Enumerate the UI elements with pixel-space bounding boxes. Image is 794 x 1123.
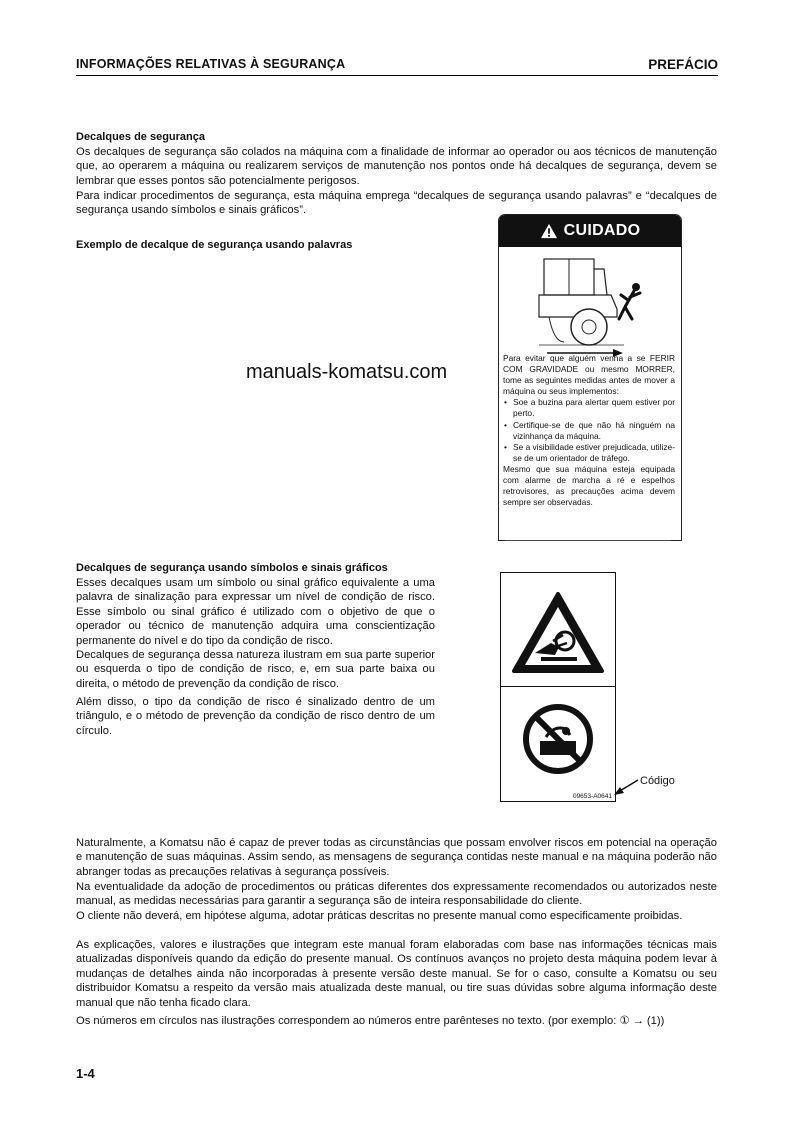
caution-label [498, 214, 682, 541]
chapter-title: PREFÁCIO [648, 57, 718, 72]
symbols-paragraph-2: Decalques de segurança dessa natureza ilustram em sua parte superior ou esquerda o tipo de condição de risco, e, em sua parte baixa ou direita, o método de prevenção da condição de risco. [76, 649, 435, 690]
hazard-triangle-icon [511, 591, 605, 675]
caution-label-header [499, 215, 681, 247]
closing-paragraph-4: As explicações, valores e ilustrações que integram este manual foram elaboradas com base nas informações técnicas mais atualizadas disponíveis quando da edição do presente manual. Os contínuos avanços no projeto desta máquina podem levar à mudanças de detalhes ainda não incorporadas à presente versão deste manual. Se for o caso, consulte a Komatsu ou seu distribuidor Komatsu a respeito da versão mais atualizada deste manual, ou tire suas dúvidas sobre alguma informação deste manual que não tenha ficado clara. [76, 939, 717, 1009]
words-example-heading: Exemplo de decalque de segurança usando palavras [76, 239, 353, 251]
intro-paragraph-2: Para indicar procedimentos de segurança, esta máquina emprega “decalques de segurança usando palavras” e “decalques de segurança usando símbolos e sinais gráficos”. [76, 190, 717, 217]
caution-bullet: • Certifique-se de que não há ninguém na vizinhança da máquina. [513, 420, 675, 442]
machine-reversing-illustration [499, 247, 681, 361]
symbols-heading: Decalques de segurança usando símbolos e sinais gráficos [76, 562, 388, 574]
symbols-paragraph-1: Esses decalques usam um símbolo ou sinal gráfico equivalente a uma palavra de sinalização para expressar um nível de condição de risco. Esse símbolo ou sinal gráfico é utilizado com o objetivo de que o operador ou técnico de manutenção adquira uma conscientização permanente do nível e do tipo da condição de risco. [76, 577, 435, 647]
caution-outro: Mesmo que sua máquina esteja equipada com alarme de marcha a ré e espelhos retrovisores, as precauções acima devem sempre ser observadas. [503, 463, 675, 508]
caution-bullet-list [503, 397, 675, 464]
decal-code: 09653-A0641 [572, 793, 612, 800]
caution-bullet: • Se a visibilidade estiver prejudicada, utilize-se de um orientador de tráfego. [513, 442, 675, 464]
closing-paragraph-3: O cliente não deverá, em hipótese alguma, adotar práticas descritas no presente manual como especificamente proibidas. [76, 910, 683, 922]
caution-bullet: • Soe a buzina para alertar quem estiver por perto. [513, 397, 675, 419]
symbols-paragraph-3: Além disso, o tipo da condição de risco é sinalizado dentro de um triângulo, e o método de prevenção da condição de risco dentro de um círculo. [76, 696, 435, 737]
code-callout: Código [640, 775, 675, 787]
closing-paragraph-5: Os números em círculos nas ilustrações correspondem ao números entre parênteses no texto. (por exemplo: ① → (1)) [76, 1015, 665, 1027]
warning-triangle-icon [540, 223, 558, 239]
intro-paragraph-1: Os decalques de segurança são colados na máquina com a finalidade de informar ao operador ou aos técnicos de manutenção que, ao operarem a máquina ou realizarem serviços de manutenção nos pontos onde há decalques de segurança, devem se lembrar que esses pontos são potencialmente perigosos. [76, 146, 717, 187]
header-divider [76, 75, 718, 76]
section-title: INFORMAÇÕES RELATIVAS À SEGURANÇA [76, 57, 346, 71]
caution-title: CUIDADO [563, 222, 641, 239]
callout-arrow-icon [612, 776, 642, 798]
symbol-decal [500, 572, 616, 802]
safety-decals-heading: Decalques de segurança [76, 131, 206, 143]
closing-paragraph-2: Na eventualidade da adoção de procedimentos ou práticas diferentes dos expressamente recomendados ou autorizados neste manual, as medidas necessárias para garantir a segurança são de inteira responsabilidade do cliente. [76, 881, 717, 908]
caution-intro: Para evitar que alguém venha a se FERIR COM GRAVIDADE ou mesmo MORRER, tome as seguintes medidas antes de mover a máquina ou seus implementos: [503, 353, 675, 397]
prohibition-circle-icon [520, 701, 596, 777]
page-number: 1-4 [76, 1066, 95, 1081]
decal-divider [501, 686, 615, 687]
label-underline [505, 540, 671, 541]
caution-label-text [503, 353, 675, 508]
closing-paragraph-1: Naturalmente, a Komatsu não é capaz de prever todas as circunstâncias que possam envolver riscos em potencial na operação e manutenção de suas máquinas. Assim sendo, as mensagens de segurança contidas neste manual e na máquina poderão não abranger todas as precauções relativas à segurança possíveis. [76, 837, 717, 878]
watermark: manuals-komatsu.com [246, 361, 448, 383]
